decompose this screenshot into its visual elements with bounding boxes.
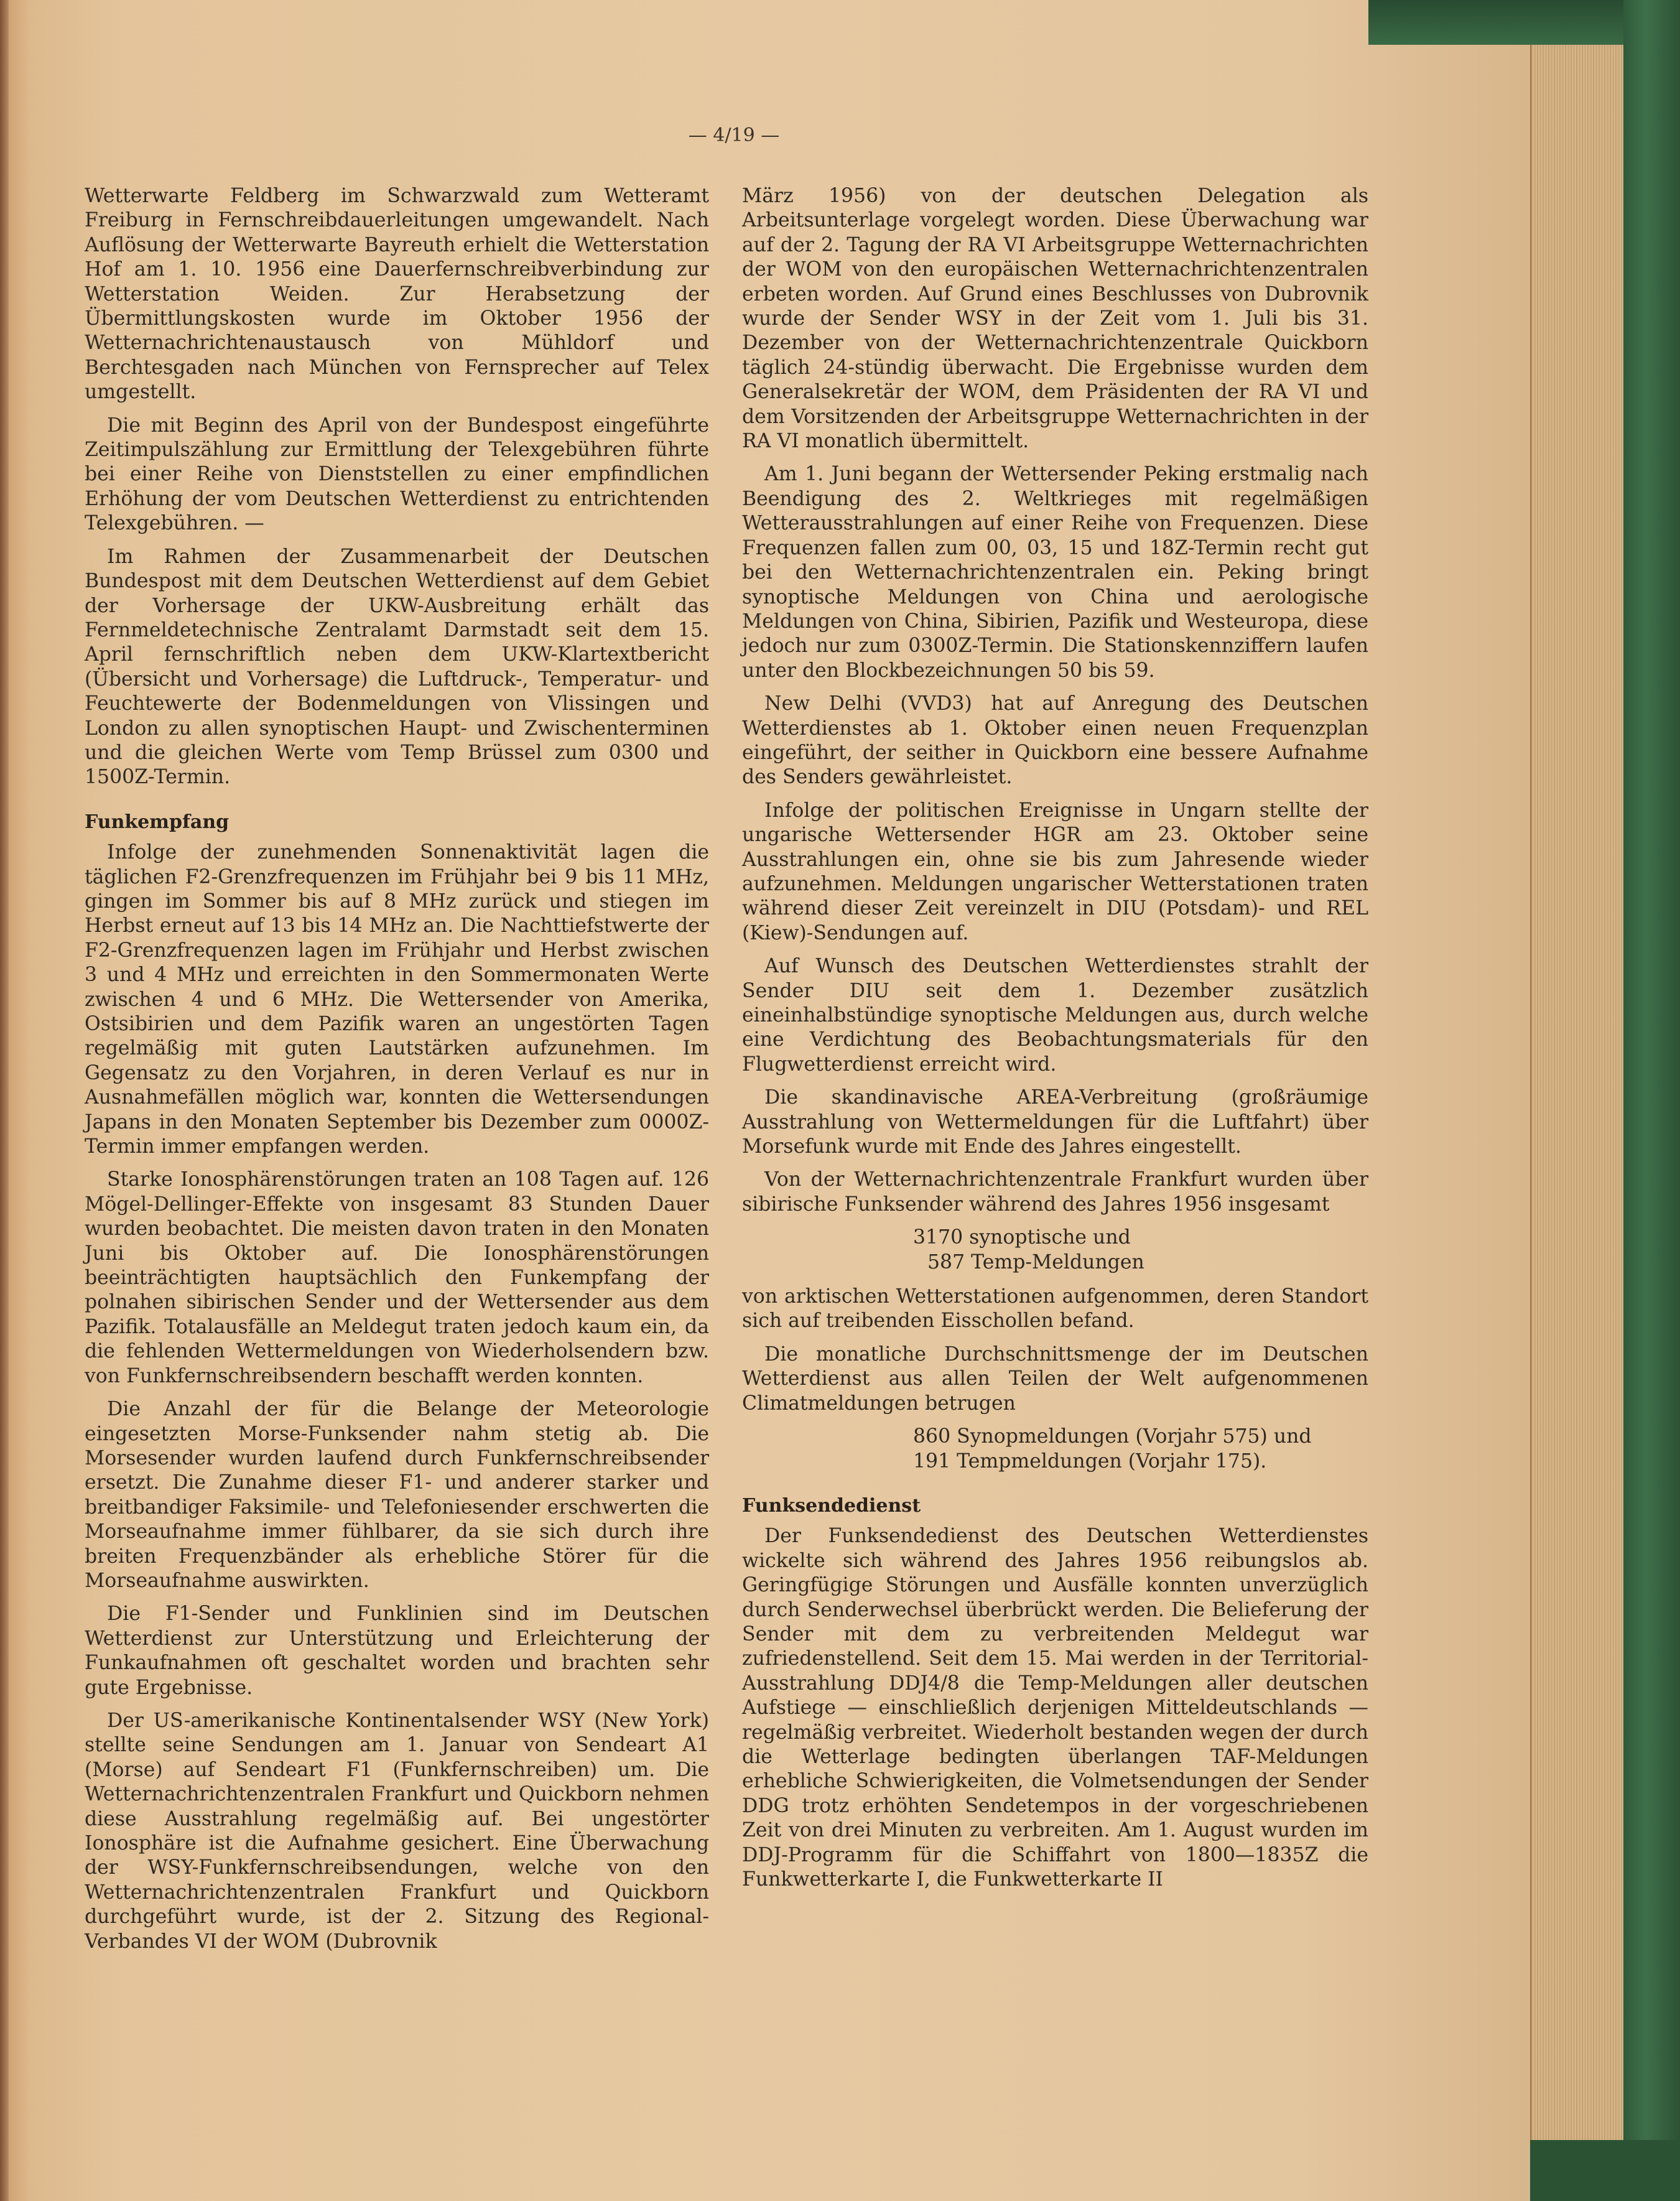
book-cover-bottom	[1530, 2140, 1680, 2201]
paragraph: Im Rahmen der Zusammenarbeit der Deutschen Bundespost mit dem Deutschen Wetterdienst auf dem Gebiet der Vorhersage der UKW-Ausbreitung erhält das Fernmeldetechnische Zentralamt Darmstadt seit dem 15. April fernschriftlich neben dem UKW-Klartextbericht (Übersicht und Vorhersage) die Luftdruck-, Temperatur- und Feuchtewerte der Bodenmeldungen von Vlissingen und London zu allen synoptischen Haupt- und Zwischenterminen und die gleichen Werte vom Temp Brüssel zum 0300 und 1500Z-Termin.	[85, 545, 709, 789]
paragraph: Der US-amerikanische Kontinentalsender WSY (New York) stellte seine Sendungen am 1. Januar von Sendeart A1 (Morse) auf Sendeart F1 (Funkfernschreiben) um. Die Wetternachrichtenzentralen Frankfurt und Quickborn nehmen diese Ausstrahlung regelmäßig auf. Bei ungestörter Ionosphäre ist die Aufnahme gesichert. Eine Überwachung der WSY-Funkfernschreibsendungen, welche von den Wetternachrichtenzentralen Frankfurt und Quickborn durchgeführt wurde, ist der 2. Sitzung des Regional-Verbandes VI der WOM (Dubrovnik	[85, 1709, 709, 1953]
listing-line: 860 Synopmeldungen (Vorjahr 575) und	[913, 1425, 1312, 1448]
listing-line: 587 Temp-Meldungen	[927, 1250, 1144, 1273]
left-column	[85, 184, 709, 1963]
paragraph: Infolge der zunehmenden Sonnenaktivität lagen die täglichen F2-Grenzfrequenzen im Frühjahr bei 9 bis 11 MHz, gingen im Sommer bis auf 8 MHz zurück und stiegen im Herbst erneut auf 13 bis 14 MHz an. Die Nachttiefstwerte der F2-Grenzfrequenzen lagen im Frühjahr und Herbst zwischen 3 und 4 MHz und erreichten in den Sommermonaten Werte zwischen 4 und 6 MHz. Die Wettersender von Amerika, Ostsibirien und dem Pazifik waren an ungestörten Tagen regelmäßig mit guten Lautstärken aufzunehmen. Im Gegensatz zu den Vorjahren, in deren Verlauf es nur in Ausnahmefällen möglich war, konnten die Wettersendungen Japans in den Monaten September bis Dezember zum 0000Z-Termin immer empfangen werden.	[85, 841, 709, 1158]
paragraph: Infolge der politischen Ereignisse in Ungarn stellte der ungarische Wettersender HGR am 23. Oktober seine Ausstrahlungen ein, ohne sie bis zum Jahresende wieder aufzunehmen. Meldungen ungarischer Wetterstationen traten während dieser Zeit vereinzelt in DIU (Potsdam)- und REL (Kiew)-Sendungen auf.	[742, 799, 1368, 944]
listing-line: 3170 synoptische und	[913, 1226, 1131, 1249]
paragraph: Starke Ionosphärenstörungen traten an 108 Tagen auf. 126 Mögel-Dellinger-Effekte von insgesamt 83 Stunden Dauer wurden beobachtet. Die meisten davon traten in den Monaten Juni bis Oktober auf. Die Ionosphärenstörungen beeinträchtigten hauptsächlich den Funkempfang der polnahen sibirischen Sender und der Wettersender aus dem Pazifik. Totalausfälle an Meldegut traten jedoch kaum ein, da die fehlenden Wettermeldungen von Wiederholsendern bzw. von Funkfernschreibsendern beschafft werden konnten.	[85, 1168, 709, 1387]
paragraph: Auf Wunsch des Deutschen Wetterdienstes strahlt der Sender DIU seit dem 1. Dezember zusätzlich eineinhalbstündige synoptische Meldungen aus, durch welche eine Verdichtung des Beobachtungsmaterials für den Flugwetterdienst erreicht wird.	[742, 955, 1368, 1076]
count-listing	[742, 1425, 1368, 1474]
page-number: — 4/19 —	[688, 124, 780, 146]
paragraph: von arktischen Wetterstationen aufgenommen, deren Standort sich auf treibenden Eisschollen befand.	[742, 1285, 1368, 1333]
paragraph: Die Anzahl der für die Belange der Meteorologie eingesetzten Morse-Funksender nahm stetig ab. Die Morsesender wurden laufend durch Funkfernschreibsender ersetzt. Die Zunahme dieser F1- und anderer starker und breitbandiger Faksimile- und Telefoniesender erschwerten die Morseaufnahme immer fühlbarer, da sie sich durch ihre breiten Frequenzbänder als erhebliche Störer für die Morseaufnahme auswirkten.	[85, 1398, 709, 1592]
paragraph: Wetterwarte Feldberg im Schwarzwald zum Wetteramt Freiburg in Fernschreibdauerleitungen umgewandelt. Nach Auflösung der Wetterwarte Bayreuth erhielt die Wetterstation Hof am 1. 10. 1956 eine Dauerfernschreibverbindung zur Wetterstation Weiden. Zur Herabsetzung der Übermittlungskosten wurde im Oktober 1956 der Wetternachrichtenaustausch von Mühldorf und Berchtesgaden nach München von Fernsprecher auf Telex umgestellt.	[85, 185, 709, 404]
paragraph: Die mit Beginn des April von der Bundespost eingeführte Zeitimpulszählung zur Ermittlung der Telexgebühren führte bei einer Reihe von Dienststellen zu einer empfindlichen Erhöhung der vom Deutschen Wetterdienst zu entrichtenden Telexgebühren. —	[85, 414, 709, 535]
paragraph: New Delhi (VVD3) hat auf Anregung des Deutschen Wetterdienstes ab 1. Oktober einen neuen Frequenzplan eingeführt, der seither in Quickborn eine bessere Aufnahme des Senders gewährleistet.	[742, 692, 1368, 789]
paragraph: Von der Wetternachrichtenzentrale Frankfurt wurden über sibirische Funksender während des Jahres 1956 insgesamt	[742, 1168, 1368, 1216]
listing-line: 191 Tempmeldungen (Vorjahr 175).	[913, 1449, 1267, 1473]
paragraph: März 1956) von der deutschen Delegation als Arbeitsunterlage vorgelegt worden. Diese Überwachung war auf der 2. Tagung der RA VI Arbeitsgruppe Wetternachrichten der WOM von den europäischen Wetternachrichtenzentralen erbeten worden. Auf Grund eines Beschlusses von Dubrovnik wurde der Sender WSY in der Zeit vom 1. Juli bis 31. Dezember von der Wetternachrichtenzentrale Quickborn täglich 24-stündig überwacht. Die Ergebnisse wurden dem Generalsekretär der WOM, dem Präsidenten der RA VI und dem Vorsitzenden der Arbeitsgruppe Wetternachrichten in der RA VI monatlich übermittelt.	[742, 185, 1368, 453]
paragraph: Die F1-Sender und Funklinien sind im Deutschen Wetterdienst zur Unterstützung und Erleichterung der Funkaufnahmen oft geschaltet worden und brachten sehr gute Ergebnisse.	[85, 1603, 709, 1699]
paragraph: Am 1. Juni begann der Wettersender Peking erstmalig nach Beendigung des 2. Weltkrieges mit regelmäßigen Wetterausstrahlungen auf einer Reihe von Frequenzen. Diese Frequenzen fallen zum 00, 03, 15 und 18Z-Termin recht gut bei den Wetternachrichtenzentralen ein. Peking bringt synoptische Meldungen von China und aerologische Meldungen von China, Sibirien, Pazifik und Westeuropa, diese jedoch nur zum 0300Z-Termin. Die Stationskennziffern laufen unter den Blockbezeichnungen 50 bis 59.	[742, 463, 1368, 682]
page-block-edges	[1530, 44, 1625, 2140]
paragraph: Die skandinavische AREA-Verbreitung (großräumige Ausstrahlung von Wettermeldungen für die Luftfahrt) über Morsefunk wurde mit Ende des Jahres eingestellt.	[742, 1086, 1368, 1158]
book-cover-board	[1623, 0, 1680, 2201]
paragraph: Die monatliche Durchschnittsmenge der im Deutschen Wetterdienst aus allen Teilen der Welt aufgenommenen Climatmeldungen betrugen	[742, 1342, 1368, 1415]
count-listing	[742, 1226, 1368, 1275]
section-heading-funksendedienst: Funksendedienst	[742, 1494, 921, 1517]
paragraph: Der Funksendedienst des Deutschen Wetterdienstes wickelte sich während des Jahres 1956 reibungslos ab. Geringfügige Störungen und Ausfälle konnten unverzüglich durch Senderwechsel überbrückt werden. Die Belieferung der Sender mit dem zu verbreitenden Meldegut war zufriedenstellend. Seit dem 15. Mai werden in der Territorial-Ausstrahlung DDJ4/8 die Temp-Meldungen aller deutschen Aufstiege — einschließlich derjenigen Mitteldeutschlands — regelmäßig verbreitet. Wiederholt bestanden wegen der durch die Wetterlage bedingten überlangen TAF-Meldungen erhebliche Schwierigkeiten, die Volmetsendungen der Sender DDG trotz erhöhten Sendetempos in der vorgeschriebenen Zeit von drei Minuten zu verbreiten. Am 1. August wurden im DDJ-Programm für die Schiffahrt von 1800—1835Z die Funkwetterkarte I, die Funkwetterkarte II	[742, 1525, 1368, 1891]
section-heading-funkempfang: Funkempfang	[85, 811, 230, 833]
binding-gutter	[0, 0, 9, 2201]
right-column	[742, 184, 1368, 1901]
